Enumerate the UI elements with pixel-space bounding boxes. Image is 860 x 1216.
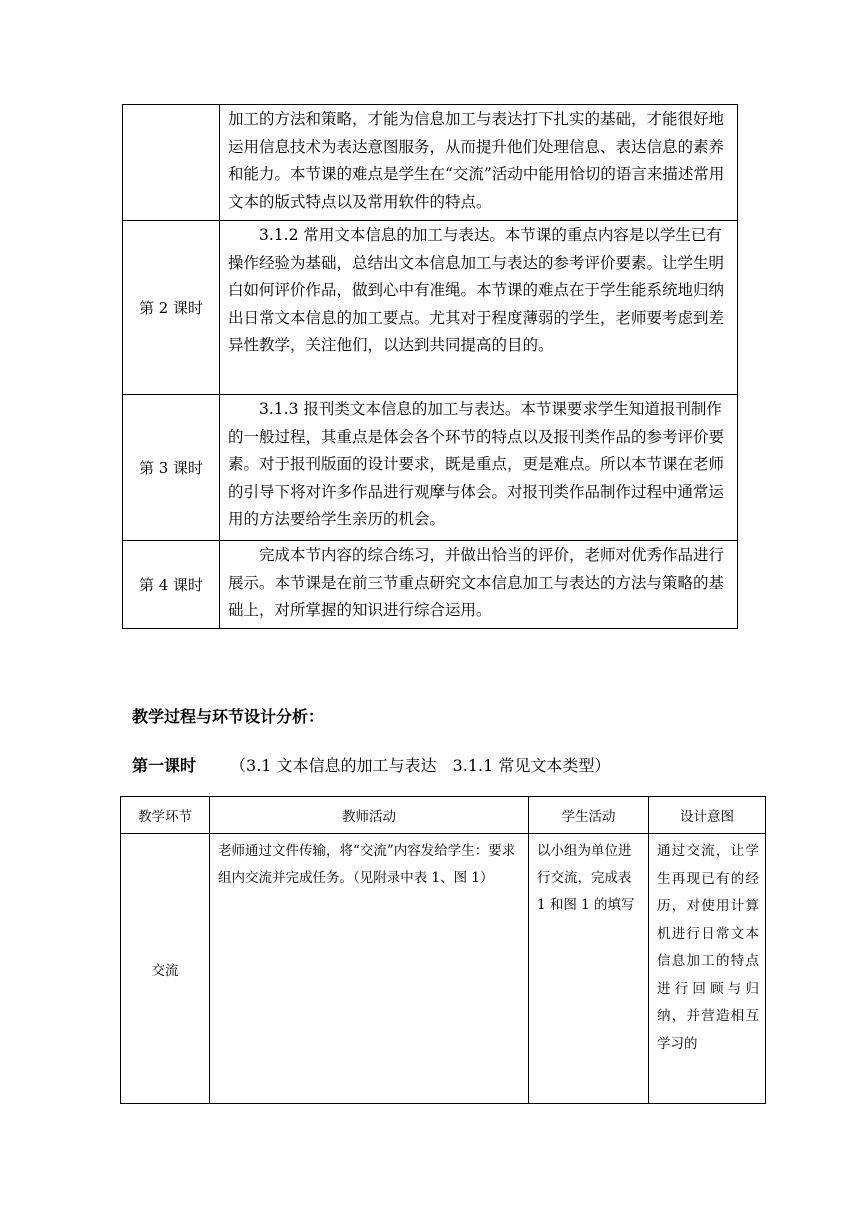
teaching-process-table (120, 796, 766, 1104)
table-row (121, 834, 766, 1104)
row-label: 第 3 课时 (123, 395, 220, 541)
row-text: 3.1.2 常用文本信息的加工与表达。本节课的重点内容是以学生已有操作经验为基础，总结出文本信息加工与表达的参考评价要素。让学生明白如何评价作品，做到心中有准绳。本节课的难点在于学生能系统地归纳出日常文本信息的加工要点。尤其对于程度薄弱的学生，老师要考虑到差异性教学，关注他们，以达到共同提高的目的。 (228, 226, 725, 354)
header-teacher: 教师活动 (210, 797, 529, 834)
header-student: 学生活动 (529, 797, 649, 834)
table-row (123, 105, 738, 221)
section-heading: 教学过程与环节设计分析： (132, 707, 325, 726)
row-cell (220, 221, 738, 395)
table-row (123, 221, 738, 395)
row-text: 3.1.3 报刊类文本信息的加工与表达。本节课要求学生知道报刊制作的一般过程，其重点是体会各个环节的特点以及报刊类作品的参考评价要素。对于报刊版面的设计要求，既是重点，更是难点。所以本节课在老师的引导下将对许多作品进行观摩与体会。对报刊类作品制作过程中通常运用的方法要给学生亲历的机会。 (228, 400, 725, 528)
row-text: 加工的方法和策略，才能为信息加工与表达打下扎实的基础，才能很好地运用信息技术为表达意图服务，从而提升他们处理信息、表达信息的素养和能力。本节课的难点是学生在“交流”活动中能用恰切的语言来描述常用文本的版式特点以及常用软件的特点。 (220, 105, 738, 221)
stage-cell: 交流 (121, 834, 210, 1104)
table-row (123, 541, 738, 629)
design-intent-cell: 通过交流，让学生再现已有的经历，对使用计算机进行日常文本信息加工的特点进行回顾与归纳，并营造相互学习的 (649, 834, 766, 1104)
student-activity-cell: 以小组为单位进行交流，完成表 1 和图 1 的填写 (529, 834, 649, 1104)
lesson-heading (132, 753, 610, 776)
header-stage: 教学环节 (121, 797, 210, 834)
row-text: 完成本节内容的综合练习，并做出恰当的评价，老师对优秀作品进行展示。本节课是在前三节重点研究文本信息加工与表达的方法与策略的基础上，对所掌握的知识进行综合运用。 (228, 546, 725, 619)
table-row (123, 395, 738, 541)
lesson-overview-table (122, 104, 738, 629)
row-label: 第 4 课时 (123, 541, 220, 629)
lesson-subtitle: （3.1 文本信息的加工与表达 3.1.1 常见文本类型） (230, 756, 611, 775)
row-label: 第 2 课时 (123, 221, 220, 395)
table-header-row (121, 797, 766, 834)
lesson-title: 第一课时 (132, 756, 197, 775)
row-cell (220, 541, 738, 629)
header-intent: 设计意图 (649, 797, 766, 834)
teacher-activity-cell: 老师通过文件传输，将“交流”内容发给学生：要求组内交流并完成任务。（见附录中表 1、图 1） (210, 834, 529, 1104)
row-cell (220, 395, 738, 541)
row-label (123, 105, 220, 221)
